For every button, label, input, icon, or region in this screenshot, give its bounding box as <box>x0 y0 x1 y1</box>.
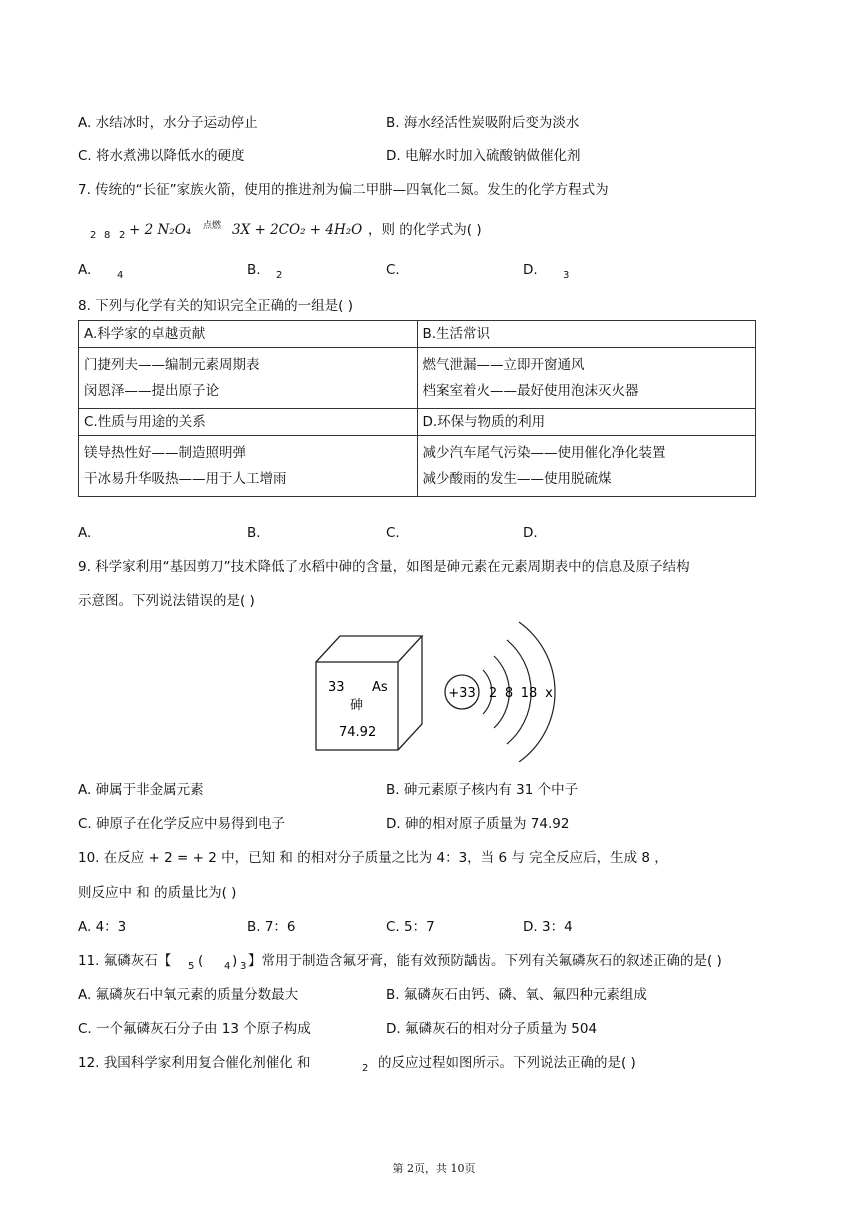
q11-option-b: B. 氟磷灰石由钙、磷、氧、氟四种元素组成 <box>386 987 647 1003</box>
q11-option-c: C. 一个氟磷灰石分子由 13 个原子构成 <box>78 1021 311 1037</box>
q10-option-c: C. 5：7 <box>386 919 435 935</box>
q8-d-line-1: 减少汽车尾气污染——使用催化净化装置 <box>422 445 666 461</box>
q8-cell-c-head: C.性质与用途的关系 <box>79 409 418 436</box>
q7-option-d-sub: 3 <box>563 270 570 281</box>
q8-option-a: A. <box>78 525 92 541</box>
q8-a-line-2: 闵恩泽——提出原子论 <box>84 383 219 399</box>
element-atomic-number: 33 <box>328 680 345 695</box>
q11-stem-start: 11. 氟磷灰石【 <box>78 953 172 969</box>
q9-option-b: B. 砷元素原子核内有 31 个中子 <box>386 782 579 798</box>
q8-a-line-1: 门捷列夫——编制元素周期表 <box>84 357 260 373</box>
q8-option-c: C. <box>386 525 400 541</box>
q8-cell-b-body <box>417 348 756 409</box>
q8-cell-d-head: D.环保与物质的利用 <box>417 409 756 436</box>
q11-option-a: A. 氟磷灰石中氧元素的质量分数最大 <box>78 987 299 1003</box>
q7-eq-left: + 2 N₂O₄ <box>129 222 192 238</box>
atom-structure <box>445 622 555 762</box>
q11-stem-close: ) <box>232 953 238 969</box>
q7-option-b-sub: 2 <box>276 270 283 281</box>
shell-1-electrons: 2 <box>488 686 498 701</box>
q10-option-d: D. 3：4 <box>523 919 573 935</box>
q8-cell-c-body <box>79 436 418 497</box>
shell-4-electrons: x <box>545 686 553 701</box>
q6-option-d: D. 电解水时加入硫酸钠做催化剂 <box>386 148 581 164</box>
q7-option-b: B. <box>247 262 261 278</box>
q8-cell-a-body <box>79 348 418 409</box>
q6-option-c: C. 将水煮沸以降低水的硬度 <box>78 148 245 164</box>
element-symbol: As <box>372 680 388 695</box>
q7-eq-condition: 点燃 <box>203 221 222 231</box>
q7-eq-right: 3X + 2CO₂ + 4H₂O <box>232 222 363 238</box>
q12-stem-sub: 2 <box>362 1063 369 1074</box>
q8-b-line-2: 档案室着火——最好使用泡沫灭火器 <box>422 383 639 399</box>
element-atomic-mass: 74.92 <box>339 725 377 740</box>
arsenic-figure <box>300 612 570 762</box>
q10-option-a: A. 4：3 <box>78 919 127 935</box>
q8-stem: 8. 下列与化学有关的知识完全正确的一组是( ) <box>78 298 353 314</box>
q7-eq-tail: ，则 的化学式为( ) <box>368 222 482 238</box>
q7-eq-sub-1: 2 <box>90 230 97 241</box>
q6-option-a: A. 水结冰时，水分子运动停止 <box>78 115 258 131</box>
q8-option-b: B. <box>247 525 261 541</box>
q9-stem-line-1: 9. 科学家利用“基因剪刀”技术降低了水稻中砷的含量，如图是砷元素在元素周期表中的信息及原子结构 <box>78 559 690 575</box>
q8-cell-d-body <box>417 436 756 497</box>
q8-c-line-2: 干冰易升华吸热——用于人工增雨 <box>84 471 287 487</box>
q11-stem-sub-1: 5 <box>188 961 195 972</box>
element-name: 砷 <box>350 698 364 713</box>
q12-stem-end: 的反应过程如图所示。下列说法正确的是( ) <box>378 1055 636 1071</box>
q7-option-d: D. <box>523 262 538 278</box>
q11-stem-end: 】常用于制造含氟牙膏，能有效预防龋齿。下列有关氟磷灰石的叙述正确的是( ) <box>248 953 722 969</box>
q7-eq-sub-3: 2 <box>119 230 126 241</box>
q8-c-line-1: 镁导热性好——制造照明弹 <box>84 445 246 461</box>
q12-stem-start: 12. 我国科学家利用复合催化剂催化 和 <box>78 1055 311 1071</box>
atom-nucleus-charge: +33 <box>448 686 476 701</box>
shell-2-electrons: 8 <box>504 686 514 701</box>
q9-option-c: C. 砷原子在化学反应中易得到电子 <box>78 816 286 832</box>
q8-b-line-1: 燃气泄漏——立即开窗通风 <box>422 357 585 373</box>
q8-cell-b-head: B.生活常识 <box>417 321 756 348</box>
q9-stem-line-2: 示意图。下列说法错误的是( ) <box>78 593 255 609</box>
q9-option-d: D. 砷的相对原子质量为 74.92 <box>386 816 570 832</box>
q11-option-d: D. 氟磷灰石的相对分子质量为 504 <box>386 1021 598 1037</box>
q7-option-a: A. <box>78 262 92 278</box>
q10-stem-line-1: 10. 在反应 + 2 = + 2 中，已知 和 的相对分子质量之比为 4：3，当 6 与 完全反应后，生成 8 ， <box>78 850 668 866</box>
q10-stem-line-2: 则反应中 和 的质量比为( ) <box>78 885 237 901</box>
q8-option-d: D. <box>523 525 538 541</box>
q9-option-a: A. 砷属于非金属元素 <box>78 782 204 798</box>
q8-d-line-2: 减少酸雨的发生——使用脱硫煤 <box>422 471 612 487</box>
page-footer: 第 2页，共 10页 <box>392 1162 476 1175</box>
q8-cell-a-head: A.科学家的卓越贡献 <box>79 321 418 348</box>
q6-option-b: B. 海水经活性炭吸附后变为淡水 <box>386 115 580 131</box>
q8-knowledge-table <box>78 320 756 497</box>
q7-option-c: C. <box>386 262 400 278</box>
q11-stem-paren: ( <box>198 953 204 969</box>
q7-option-a-sub: 4 <box>117 270 124 281</box>
q11-stem-sub-2: 4 <box>224 961 231 972</box>
shell-3-electrons: 18 <box>520 686 538 701</box>
q7-eq-sub-2: 8 <box>104 230 111 241</box>
q7-stem: 7. 传统的“长征”家族火箭，使用的推进剂为偏二甲肼—四氧化二氮。发生的化学方程式为 <box>78 182 609 198</box>
q10-option-b: B. 7：6 <box>247 919 296 935</box>
q11-stem-sub-3: 3 <box>240 961 247 972</box>
